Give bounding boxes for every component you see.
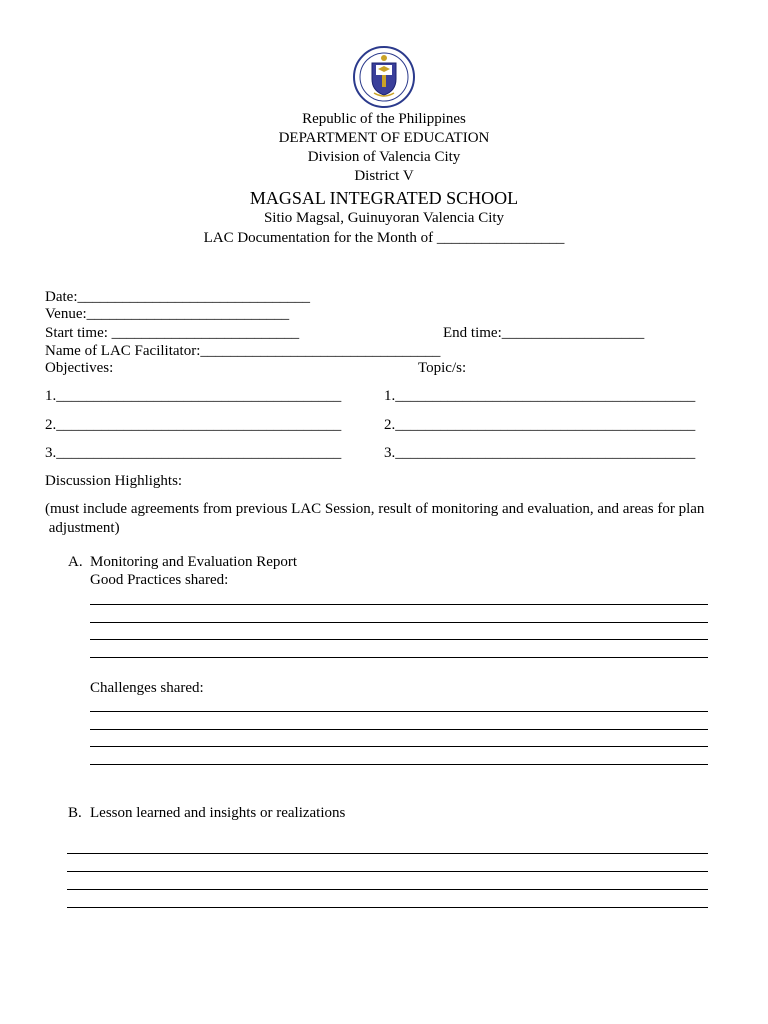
discussion-note-line-2: adjustment) (45, 520, 120, 536)
header-division: Division of Valencia City (307, 149, 461, 165)
venue-field[interactable]: Venue:___________________________ (45, 306, 290, 322)
challenges-line-3[interactable] (90, 746, 708, 747)
good-practices-line-4[interactable] (90, 657, 708, 658)
objective-line-3[interactable]: 3.______________________________________ (45, 445, 342, 461)
topic-line-1[interactable]: 1.________________________________________ (384, 388, 696, 404)
section-b-title: Lesson learned and insights or realizations (90, 805, 346, 821)
school-name: MAGSAL INTEGRATED SCHOOL (249, 188, 519, 208)
good-practices-line-1[interactable] (90, 604, 708, 605)
objectives-label: Objectives: (45, 360, 114, 376)
challenges-line-1[interactable] (90, 711, 708, 712)
topic-line-3[interactable]: 3.________________________________________ (384, 445, 696, 461)
lessons-line-1[interactable] (67, 853, 708, 854)
discussion-label: Discussion Highlights: (45, 473, 183, 489)
lessons-line-2[interactable] (67, 871, 708, 872)
section-a-marker: A. (68, 554, 83, 570)
objective-line-2[interactable]: 2.______________________________________ (45, 417, 342, 433)
topic-line-2[interactable]: 2.________________________________________ (384, 417, 696, 433)
lessons-line-4[interactable] (67, 907, 708, 908)
topics-label: Topic/s: (418, 360, 467, 376)
good-practices-line-3[interactable] (90, 639, 708, 640)
header-district: District V (354, 168, 414, 184)
objective-line-1[interactable]: 1.______________________________________ (45, 388, 342, 404)
school-address: Sitio Magsal, Guinuyoran Valencia City (263, 210, 505, 226)
document-title: LAC Documentation for the Month of _________________ (203, 230, 565, 246)
facilitator-field[interactable]: Name of LAC Facilitator:________________________________ (45, 343, 441, 359)
header-department: DEPARTMENT OF EDUCATION (278, 130, 490, 146)
header-republic: Republic of the Philippines (302, 111, 466, 127)
section-b-marker: B. (68, 805, 82, 821)
discussion-note-line-1: (must include agreements from previous LAC Session, result of monitoring and evaluation, and areas for plan (45, 501, 705, 517)
challenges-line-2[interactable] (90, 729, 708, 730)
challenges-line-4[interactable] (90, 764, 708, 765)
end-time-field[interactable]: End time:___________________ (443, 325, 645, 341)
start-time-field[interactable]: Start time: _________________________ (45, 325, 300, 341)
lessons-line-3[interactable] (67, 889, 708, 890)
good-practices-line-2[interactable] (90, 622, 708, 623)
date-field[interactable]: Date:_______________________________ (45, 289, 310, 305)
good-practices-label: Good Practices shared: (90, 572, 229, 588)
challenges-label: Challenges shared: (90, 680, 204, 696)
deped-seal-icon (352, 45, 416, 109)
section-a-title: Monitoring and Evaluation Report (90, 554, 298, 570)
